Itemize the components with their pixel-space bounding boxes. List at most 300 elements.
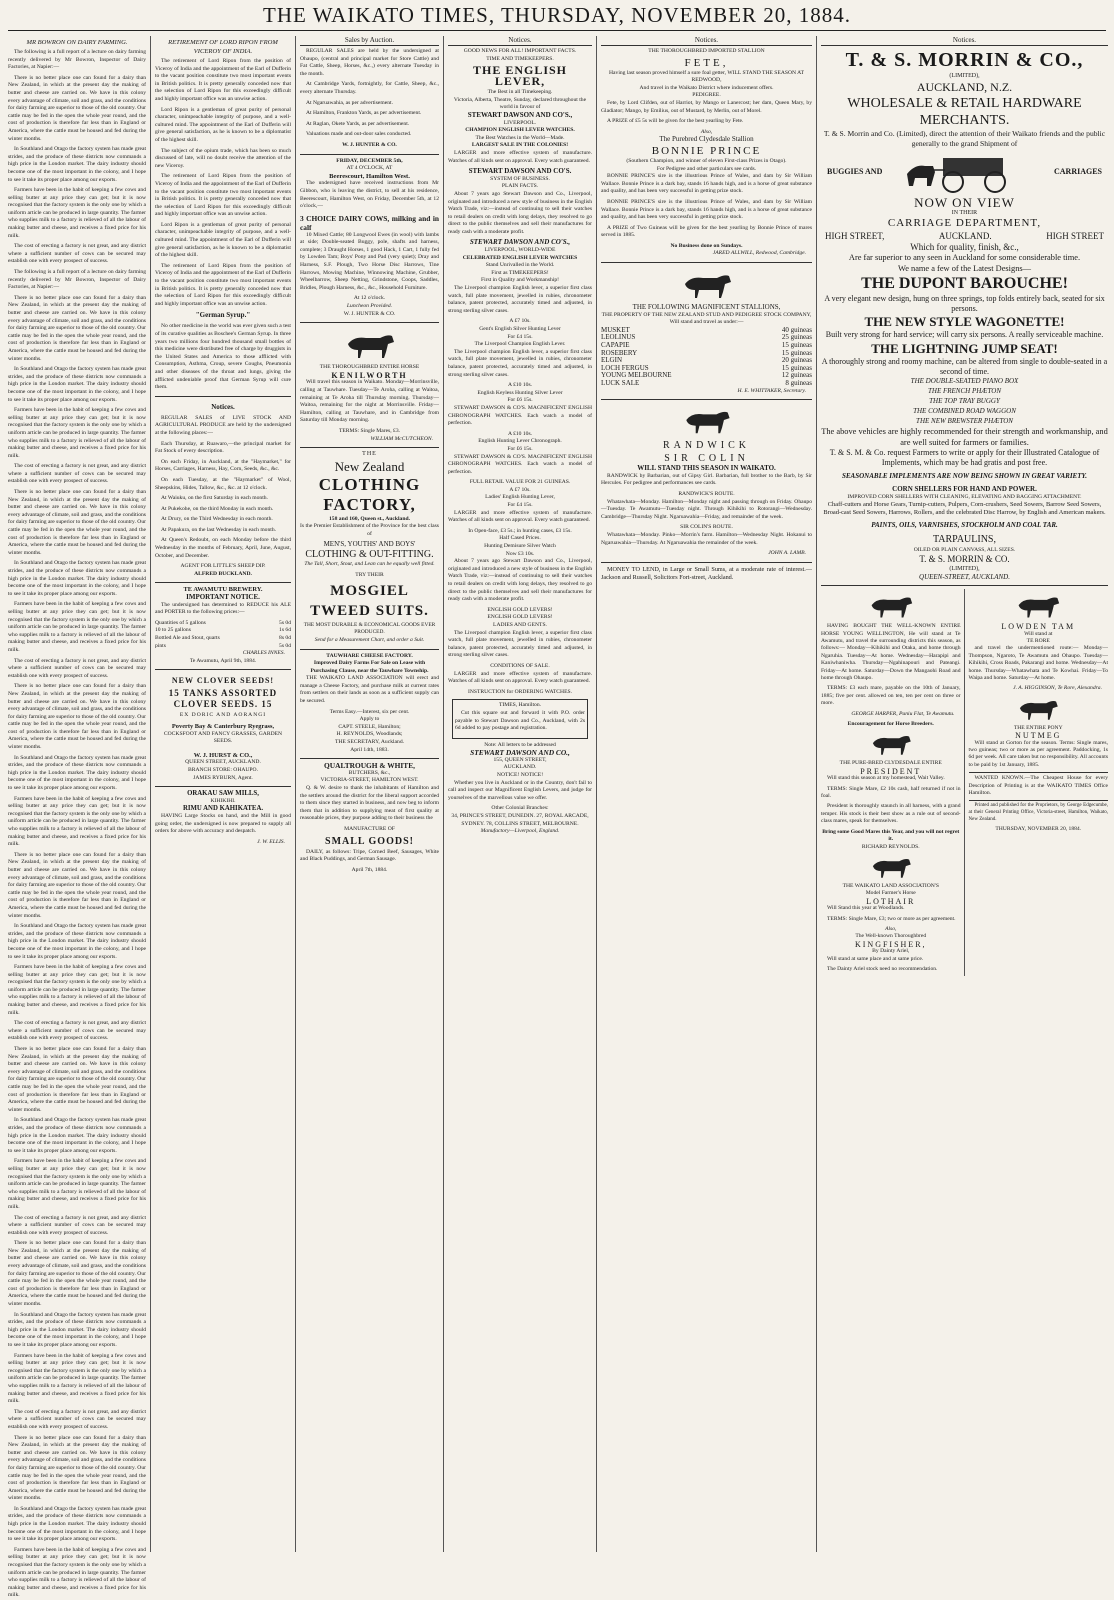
tarp-sub: OILED OR PLAIN CANVASS, ALL SIZES. [913,547,1016,554]
wagonette-text: Built very strong for hard service; will carry six persons. A really serviceable machine. [825,330,1104,340]
price-label: Bottled Ale and Stout, quarts [155,635,220,641]
lever-text: LARGER and more effective system of manufacture. Watches of all kinds sent on approval. Every watch guaranteed. [448,670,592,685]
sale-place: At Ngaruawahia, as per advertisement. [306,99,393,106]
article-paragraph: There is no better place one can found for a dairy than New Zealand, in which at the present day the making of butter and cheese are carried on. We have in this colony every advantage of climate, soil and grass, and the conditions for dairy farming are superior to those of the old country. Our cattle may be fed in the open the whole year round, and the cost of production is therefore far less than in England or America, where the cattle must be housed and fed during the winter months. [8,683,146,751]
best-timekeeping: The Best in all Timekeeping. [487,89,553,96]
article-paragraph: The cost of erecting a factory is not great, and any district where a sufficient number of cows can be secured may establish one with every prospect of success. [8,1214,146,1236]
factory: FACTORY, [323,494,416,514]
column-heading: Sales by Auction. [300,36,439,46]
valuations: Valuations made and out-door sales conducted. [306,131,412,138]
reynolds-sig: RICHARD REYNOLDS. [861,843,920,850]
column-1 [4,36,150,1599]
apply-reynolds: H. REYNOLDS, Woodlands; [336,731,403,738]
bp-cards: For Pedigree and other particulars see cards. [656,165,757,172]
firm-name-2: T. & S. MORRIN & CO. [919,554,1010,565]
kingfisher-intro: The Well-known Thoroughbred [855,933,927,940]
liv-world: LIVERPOOL, WORLD-WIDE [484,247,556,254]
nutmeg-intro: THE ENTIRE PONY [1013,724,1063,731]
orakau-title: ORAKAU SAW MILLS, [187,790,259,798]
victoria-text: Victoria, Alberta, Theatre, Sunday, declared throughout the world in favour of [453,96,587,111]
carriage-dept: CARRIAGE DEPARTMENT, [887,217,1042,230]
pedigree-text: Fete, by Lord Clifden, out of Harriot, by Mango or Lanercost; her dam, Queen Mary, by Gladiator; Mango, by Emilius, out of Mustard, by Merlin, out of Morel. [601,99,812,114]
stallion-fee: 20 guineas [781,356,812,365]
following: THE FOLLOWING MAGNIFICENT STALLIONS, [632,303,781,312]
instruction: INSTRUCTION for ORDERING WATCHES. [468,688,572,695]
first-timekeepers: First as TIMEKEEPERS! [491,269,549,276]
price-list: In Open-face, £3 5s.; in hunting cases, £3 15s. [468,527,572,534]
vehicle-list-item: THE NEW BREWSTER PHÆTON [916,417,1013,426]
orakau-text: HAVING Large Stocks on hand, and the Mill in good going order, the undersigned is now prepared to supply all orders for above with accuracy and despatch. [155,812,291,835]
qw-title: QUALTROUGH & WHITE, [324,761,415,771]
sale-date: FRIDAY, DECEMBER 5th, [336,157,403,164]
article-paragraph: In Southland and Otago the factory system has made great strides, and the produce of these districts now commands a high price in the London market. The dairy industry should become one of the most important in the colony, and I hope to see it take its proper place among our exports. [8,1311,146,1348]
column-3 [296,36,443,1552]
brewery-date: Te Awamutu, April 9th, 1884. [189,657,257,664]
qw-text: Q. & W. desire to thank the inhabitants of Hamilton and the settlers around the district for the liberal support accorded to them since they started in business, and now beg to inform them that in addition to supplying meat of first quality at reasonable prices, they purpose adding to their business the [300,785,439,822]
article-paragraph: The retirement of Lord Ripon from the position of Viceroy of India and the appointment of the Earl of Dufferin to the vacant position constitute two most important events in British politics. It is pretty generally conceded now that the selection of Lord Ripon for this exceedingly difficult and highly important office was an unwise action. [155,173,291,218]
price-line: A £7 10s. [509,486,531,493]
for-price: For £4 15s. [507,333,533,340]
times-text: Cut this square out and forward it with P.O. order payable to Stewart Dawson and Co., Auckland, with 2s 6d added to pay postage and registration. [455,709,585,732]
article-paragraph: There is no better place one can found for a dairy than New Zealand, in which at the present day the making of butter and cheese are carried on. We have in this colony every advantage of climate, soil and grass, and the conditions for dairy farming are superior to those of the old country. Our cattle may be fed in the open the whole year round, and the cost of production is therefore far less than in England or America, where the cattle must be housed and fed during the winter months. [8,1240,146,1308]
horse-engraving-icon [1010,695,1066,723]
stallion-name: LOCH FERGUS [601,363,649,372]
no-business: No Business done on Sundays. [670,242,743,249]
column-4 [444,36,596,1552]
article-paragraph: In Southland and Otago the factory system has made great strides, and the produce of these districts now commands a high price in the London market. The dairy industry should become one of the most important in the colony, and I hope to see it take its proper place among our exports. [8,754,146,792]
sale-item: On each Friday, in Auckland, at the "Haymarket," for Horses, Carriages, Harness, Hay, Corn, Seeds, &c., &c. [155,458,291,473]
article-paragraph: Farmers have been in the habit of keeping a few cows and selling butter at any price they can get; but it is now recognised that the factory system is the only one by which a uniform article can be produced in large quantity. The farmer who supplies milk to a factory is relieved of all the labour of making butter and cheese, and receives a fixed price for his milk. [8,1546,146,1599]
bring-mares: Bring some Good Mares this Year, and you will not regret it. [822,828,960,843]
dupont-text: A very elegant new design, hung on three springs, top folds entirely back, seated for six persons. [824,294,1105,313]
stallion-name: CAPAPIE [601,341,630,350]
article-paragraph: Farmers have been in the habit of keeping a few cows and selling butter at any price they can get; but it is now recognised that the factory system is the only one by which a uniform article can be produced in large quantity. The farmer who supplies milk to a factory is relieved of all the labour of making butter and cheese, and receives a fixed price for his milk. [8,795,146,848]
article-paragraph: In Southland and Otago the factory system has made great strides, and the produce of these districts now commands a high price in the London market. The dairy industry should become one of the most important in the colony, and I hope to see it take its proper place among our exports. [8,923,146,960]
qw-date: April 7th, 1884. [351,866,388,873]
stallion-fee: 25 guineas [781,333,812,342]
clover-big: 15 TANKS ASSORTED CLOVER SEEDS. 15 [168,688,278,710]
column-6 [817,36,1112,1552]
pedigree: PEDIGREE. [692,92,721,99]
auctioneer: W. J. HUNTER & CO. [343,310,396,317]
stallion-name: YOUNG MELBOURNE [601,371,672,380]
apply: Apply to [359,716,380,723]
prize-text: A PRIZE of £5 5s will be given for the best yearling by Fete. [607,118,744,125]
kenilworth-text: Will travel this season in Waikato. Monday—Morrinsville, calling at Tauwhare. Tuesday—Te Aroha, calling at Waitoa, remaining at Te Aroha till Thursday morning. Thursday—Waitoa, remaining for the night at Morrinsville. Friday—Hamilton, calling at Tauwhare, and in Cambridge from Saturday till Monday morning. [300,379,439,424]
english-lever: THE ENGLISH LEVER, [472,63,568,89]
sale-item: On each Tuesday, at the "Haymarket" of Wool, Sheepskins, Hides, Tallow, &c., &c. at 12 o'clock. [155,476,291,491]
sd-text: Whether you live in Auckland or in the Country, don't fail to call and inspect our Magnificent English Levers, and judge for yourselves of the marvellous value we offer. [448,779,592,801]
sd-addr: AUCKLAND. [503,764,537,771]
paints: PAINTS, OILS, VARNISHES, STOCKHOLM AND COAL TAR. [871,521,1058,530]
president-text: Will stand this season at my homestead, Wait Valley. [827,775,945,782]
sale-at-twelve: At 12 o'clock. [353,295,386,302]
route: RANDWICK'S ROUTE. [678,490,735,497]
wla-terms: TERMS: Single Mare, £3; two or more as per agreement. [827,915,956,922]
agent-name: ALFRED BUCKLAND. [194,570,252,577]
tauwhare-terms: Terms Easy.—Interest, six per cent. [329,708,410,715]
horse-engraving-icon [861,591,921,621]
article-paragraph: There is no better place one can found for a dairy than New Zealand, in which at the present day the making of butter and cheese are carried on. We have in this colony every advantage of climate, soil and grass, and the conditions for dairy farming are superior to those of the old country. Our cattle may be fed in the open the whole year round, and the cost of production is therefore far less than in England or America, where the cattle must be housed and fed during the winter months. [8,294,146,362]
first-quality: First in Quality and Workmanship! [480,277,560,284]
small-goods: SMALL GOODS! [325,835,414,847]
sd-name: STEWART DAWSON AND CO'S. [468,167,572,176]
stand-unrivalled: Stand Unrivalled in the World. [485,262,555,269]
sale-item: At Drury, on the Third Wednesday in each month. [161,516,273,523]
stallion-fee: 8 guineas [785,379,812,387]
sale-place: At Raglan, Okete Yards, as per advertisement. [306,120,410,127]
harper-sig: GEORGE HARPER, Puniu Flat, Te Awamutu. [851,710,955,717]
poverty-sub: COCKSFOOT AND FANCY GRASSES, GARDEN SEEDS. [163,730,283,745]
sd-name: STEWART DAWSON AND CO'S., [467,110,573,119]
ladies-lever: Ladies' English Hunting Lever, [485,494,555,501]
encouragement: Encouragement for Horse Breeders. [847,721,934,728]
sd-name: STEWART DAWSON AND CO., [470,748,570,758]
stallion-name: LUCK SALE [601,379,640,387]
largest-sale: LARGEST SALE IN THE COLONIES! [471,142,569,149]
horse-engraving-icon [672,268,742,302]
article-paragraph: Lord Ripon is a gentleman of great purity of personal character, unimpeachable integrity of purpose, and a well-cultured mind. The appointment of the Earl of Dufferin will give general satisfaction, as he is known to be a diplomatist of the highest skill. [155,106,291,143]
firm-name: T. & S. MORRIN & CO., [845,49,1084,71]
german-syrup-heading: "German Syrup." [195,311,251,320]
high-street-right: HIGH STREET [1046,231,1104,242]
intro: T. & S. Morrin and Co. (Limited), direct the attention of their Waikato friends and the public generally to the grand Shipment of [823,129,1106,148]
durable: THE MOST DURABLE & ECONOMICAL GOODS EVER PRODUCED. [303,621,436,636]
stallion-fee: 15 guineas [781,348,812,357]
small-goods-text: DAILY, as follows: Tripe, Corned Beef, Sausages, White and Black Puddings, and German Sausage. [300,848,439,863]
horse-engraving-icon [1008,591,1068,621]
kenilworth-terms: TERMS: Single Mares, £3. [338,427,401,434]
new-zealand: New Zealand [334,458,405,474]
branches: 34, PRINCE'S STREET, DUNEDIN. 27, ROYAL ARCADE, SYDNEY. 78, COLLINS STREET, MELBOURNE. [451,813,589,827]
fete-text: Having last season proved himself a sure foal getter, WILL STAND THE SEASON AT REDWOOD, [609,69,804,84]
will-stand: Will stand and travel as under:— [669,319,744,326]
sale-item: Each Thursday, at Ruawaro,—the principal market for Fat Stock of every description. [155,440,291,455]
fete-name: FETE, [684,56,729,69]
liverpool: LIVERPOOL. [503,119,537,126]
president-text2: President is thoroughly staunch in all harness, with a grand temper. His stock is their best show as a rule out of second-class mares, speak for themselves. [821,803,961,825]
brewery-sig: CHARLES INNES. [242,650,285,657]
horse-engraving-icon [863,730,919,758]
kenilworth-name: KENILWORTH [331,370,408,380]
nutmeg-text: Will stand at Gorton for the season. Terms: Single mares, two guineas; two or more as per agreement. Paddocking, 1s 6d per week. All care taken but no responsibility. All accounts to be paid by 1st January, 1885. [968,739,1108,768]
lever-text: LARGER and more effective system of manufacture. Watches of all kinds sent on approval. Every watch guaranteed. [448,509,592,524]
stallion-fee: 12 guineas [781,371,812,380]
request-text: T. & S. M. & Co. request Farmers to write or apply for their Illustrated Catalogue of Implements, which may be had gratis and post free. [829,448,1100,468]
lever-text: About 7 years ago Stewart Dawson and Co., Liverpool, originated and introduced a new style of business in the English Watch Trade, viz:—instead of continuing to sell their watches to retail dealers on credit with long delays, they resolved to go direct to the public themselves and sell their manufactures for ready cash with a moderate profit. [448,558,592,603]
the: THE [362,451,377,458]
chronograph: English Hunting Lever Chronograph. [478,438,562,445]
orakau-sig: J. W. ELLIS. [257,838,285,845]
limited-2: (LIMITED), [949,566,980,573]
article-paragraph: There is no better place one can found for a dairy than New Zealand, in which at the present day the making of butter and cheese are carried on. We have in this colony every advantage of climate, soil and grass, and the conditions for dairy farming are superior to those of the old country. Our cattle may be fed in the open the whole year round, and the cost of production is therefore far less than in England or America, where the cattle must be housed and fed during the winter months. [8,851,146,919]
stallion-name: MUSKET [601,325,630,334]
liv-champ: The Liverpool Champion English Lever. [474,341,566,348]
article-paragraph: Farmers have been in the habit of keeping a few cows and selling butter at any price they can get; but it is now recognised that the factory system is the only one by which a uniform article can be produced in large quantity. The farmer who supplies milk to a factory is relieved of all the labour of making butter and cheese, and receives a fixed price for his milk. [8,407,146,459]
gold-watches: ENGLISH GOLD LEVERS! [487,606,553,613]
bp-text: BONNIE PRINCE'S sire is the illustrious Prince of Wales, and dam by Sir William Wallace. Bonnie Prince is a dark bay, stands 16 hands high, and is a horse of great substance and quality, and has been very successful in getting prize stock. [601,173,812,195]
half-cased: Half Cased Prices. [499,535,541,542]
clover-ship: EX DORIC AND AORANGI [179,712,267,719]
horse-engraving-icon [677,405,737,437]
lever-text: The Liverpool champion English lever, a superior first class watch, full plate movement, jewelled in rubies, chronometer balance, patent protected, accurately timed and adjusted, in strong sterling silver cases. [448,285,592,314]
ladies-gents: LADIES AND GENTS. [493,621,547,628]
kingfisher-text: Will stand at same place and at same price. [827,955,924,962]
article-paragraph: There is no better place one can found for a dairy than New Zealand, in which at the present day the making of butter and cheese are carried on. We have in this colony every advantage of climate, soil and grass, and the conditions for dairy farming are superior to those of the old country. Our cattle may be fed in the open the whole year round, and the cost of production is therefore far less than in England or America, where the cattle must be housed and fed during the winter months. [8,1434,146,1502]
lever-text: STEWART DAWSON & CO'S. MAGNIFICENT ENGLISH CHRONOGRAPH WATCHES. Each watch a model of perfection. [448,453,592,475]
president-name: PRESIDENT [860,766,922,776]
we-name: We name a few of the Latest Designs— [897,264,1032,274]
article-paragraph: There is no better place one can found for a dairy than New Zealand, in which at the present day the making of butter and cheese are carried on. We have in this colony every advantage of climate, soil and grass, and the conditions for dairy farming are superior to those of the old country. Our cattle may be fed in the open the whole year round, and the cost of production is therefore far less than in England or America, where the cattle must be housed and fed during the winter months. [8,74,146,142]
price-label: 10 to 25 gallons [155,627,191,634]
wagonette-title: THE NEW STYLE WAGONETTE! [864,314,1065,330]
clothing-addr: 158 and 160, Queen st., Auckland. [329,515,410,522]
price-line: A £10 10s. [507,382,533,389]
apply-steele: CAPT. STEELE, Hamilton; [338,723,401,730]
article-paragraph: The cost of erecting a factory is not great, and any district where a sufficient number of cows can be secured may establish one with every prospect of success. [8,463,146,485]
fete-travel: And travel in the Waikato District where inducement offers. [639,84,774,91]
sir-colin-name: SIR COLIN [664,453,749,465]
lightning-text: A thoroughly strong and roomy machine, can be altered from single to double-seated in a second of time. [821,356,1108,376]
clothing-mens: MEN'S, YOUTHS' AND BOYS' [323,539,416,548]
carriages-label: CARRIAGES [1053,167,1102,177]
poverty-title: Poverty Bay & Canterbury Ryegrass, [171,722,275,730]
sale-time: AT 4 O'CLOCK, AT [346,165,393,172]
good-news: GOOD NEWS FOR ALL! IMPORTANT FACTS. [463,48,577,54]
lever-text: About 7 years ago Stewart Dawson and Co., Liverpool, originated and introduced a new style of business in the English Watch Trade, viz:—instead of continuing to sell their watches to retail dealers on credit with long delays, they resolved to go direct to the public themselves and sell their manufactures for ready cash with a moderate profit. [448,190,592,235]
wholesale: WHOLESALE & RETAIL HARDWARE MERCHANTS. [847,96,1082,128]
lever-text: The Liverpool champion English lever, a superior first class watch, full plate movement, jewelled in rubies, chronometer balance, patent protected, accurately timed and adjusted, in strong sterling silver cases. [448,348,592,378]
system-business: SYSTEM OF BUSINESS. [490,175,550,182]
sale-instruction: The undersigned have received instructions from Mr Gibbon, who is leaving the district, to sell at his residence, Beerescourt, Hamilton West, on Friday, December 5th, at 12 o'clock,— [300,180,439,210]
kingfisher-stock: The Dainty Ariel stock need no recommendation. [827,965,938,972]
clothing-tall: The Tall, Short, Stout, and Lean can be equally well fitted. [304,560,435,567]
whittaker-sig: H. E. WHITTAKER, Secretary. [737,387,806,394]
sd-notice: NOTICE! NOTICE! [496,772,544,779]
lever-text: LARGER and more effective system of manufacture. Watches of all kinds sent on approval. Every watch guaranteed. [448,149,592,164]
buggies-label: BUGGIES AND [827,167,883,177]
clothing-outfitting: CLOTHING & OUT-FITTING. [305,548,434,560]
hurst-addr: QUEEN STREET, AUCKLAND. [185,759,261,766]
other-branches: Other Colonial Branches: [491,805,549,812]
manufactory: Manufactory—Liverpool, England. [480,828,560,835]
champion: CHAMPION ENGLISH LEVER WATCHES. [465,127,575,134]
bp-origin: (Southern Champion, and winner of eleven First-class Prizes in Otago). [626,157,787,164]
lever-text: The Liverpool champion English lever, a superior first class watch, full plate movement, jewelled in rubies, chronometer balance, patent protected, accurately timed and adjusted, in strong sterling silver cases. [448,629,592,659]
sd-addr: 155, QUEEN STREET, [493,756,547,763]
agent-line: AGENT FOR LITTLE'S SHEEP DIP. [180,563,266,570]
route-text: Whatawhata—Monday. Hamilton—Monday night and passing through on Friday. Ohaupo—Tuesday. Te Awamutu—Tuesday night. Through Kihikihi to Rotorangi—Wednesday. Cambridge—Thursday Night. Ngaruawahia—Friday, and remainder of the week. [601,498,812,520]
imprint-date: THURSDAY, NOVEMBER 20, 1884. [995,826,1082,833]
also: Also, [700,128,713,135]
article-paragraph: In Southland and Otago the factory system has made great strides, and the produce of these districts now commands a high price in the London market. The dairy industry should become one of the most important in the colony, and I hope to see it take its proper place among our exports. [8,1505,146,1543]
column-2 [151,36,295,1552]
lamb-sig: JARED ALLWILL, Redwood, Cambridge. [712,250,806,257]
stallion-name: ELGIN [601,356,622,365]
best-made: The Best Watches in the World—Made. [475,134,565,141]
measurement: Send for a Measurement Chart, and order a Suit. [314,636,425,643]
kingfisher: KINGFISHER, [854,939,927,949]
sale-place: At Cambridge Yards, fortnightly, for Cattle, Sheep, &c., every alternate Thursday. [300,81,439,95]
city: AUCKLAND, N.Z. [916,80,1013,94]
article-paragraph: The following is a full report of a lecture on dairy farming recently delivered by Mr Bowron, Inspector of Dairy Factories, at Napier:— [8,49,146,71]
property: THE PROPERTY OF THE NEW ZEALAND STUD AND PEDIGREE STOCK COMPANY, [601,311,812,318]
article-paragraph: Lord Ripon is a gentleman of great purity of personal character, unimpeachable integrity of purpose, and a well-cultured mind. The appointment of the Earl of Dufferin will give general satisfaction, as he is known to be a diplomatist of the highest skill. [155,221,291,259]
wanted-known: WANTED KNOWN.—The Cheapest House for every Description of Printing is at the WAIKATO TIMES Office Hamilton. [969,772,1109,797]
clothing: CLOTHING [318,474,421,494]
plain-facts: PLAIN FACTS. [501,183,539,190]
tarpaulins: TARPAULINS, [932,534,996,546]
wla-title: THE WAIKATO LAND ASSOCIATION'S [842,882,939,889]
sale-big-line: 3 CHOICE DAIRY COWS, milking and in calf [300,213,439,232]
randwick-name: RANDWICK [663,440,750,452]
column-heading: Notices. [448,36,592,46]
brewery-sub: IMPORTANT NOTICE. [186,593,260,602]
column-heading: Notices. [601,36,812,46]
qw-place: VICTORIA-STREET, HAMILTON WEST. [320,777,419,784]
price-value: 5s 0d [279,619,291,626]
horse-engraving-icon [863,853,919,881]
lothair: LOTHAIR [866,896,916,906]
tauwhare-sub: Improved Dairy Farms For Sale on Lease with Purchasing Clause, near the Tauwhare Township. [310,660,429,674]
article-paragraph: The cost of erecting a factory is not great, and any district where a sufficient number of cows can be secured may establish one with every prospect of success. [8,657,146,679]
lowden-text: and travel the undermentioned route:— Monday—Thompson, Ngaroto, Te Awamutu and Ohaupo. Tuesday—Kihikihi, Cross Roads, Pakarangi and home. Wednesday—At home. Thursday—Whatawhata and Te Kowhai. Friday—To Waipa and home. Saturday—At home. [968,645,1108,681]
superior: Are far superior to any seen in Auckland for some considerable time. [848,253,1081,263]
nutmeg: NUTMEG [1015,731,1062,741]
article-paragraph: The following is a full report of a lecture on dairy farming recently delivered by Mr Bowron, Inspector of Dairy Factories, at Napier:— [8,269,146,291]
for-price: For £6 15s. [507,397,533,404]
tauwhare-text: THE WAIKATO LAND ASSOCIATION will erect and manage a Cheese Factory, and purchase milk at current rates from settlers on their lands as soon as a sufficient supply can be secured. [300,675,439,705]
note: Note: All letters to be addressed [484,741,556,748]
wla-sub: Model Farmer's Horse [865,890,916,897]
stallion-fee: 15 guineas [781,363,812,372]
article-paragraph: In Southland and Otago the factory system has made great strides, and the produce of these districts now commands a high price in the London market. The dairy industry should become one of the most important in the colony, and I hope to see it take its proper place among our exports. [8,1117,146,1154]
lightning-title: THE LIGHTNING JUMP SEAT! [871,340,1058,356]
price-value: 5s 0d [279,642,291,649]
full-retail: FULL RETAIL VALUE FOR 21 GUINEAS. [469,479,571,486]
higginson-sig: J. A. HIGGINSON, Te Rore, Alexandra. [1013,685,1102,692]
article-paragraph: Farmers have been in the habit of keeping a few cows and selling butter at any price they can get; but it is now recognised that the factory system is the only one by which a uniform article can be produced in large quantity. The farmer who supplies milk to a factory is relieved of all the labour of making butter and cheese, and receives a fixed price for his milk. [8,964,146,1016]
article-paragraph: There is no better place one can found for a dairy than New Zealand, in which at the present day the making of butter and cheese are carried on. We have in this colony every advantage of climate, soil and grass, and the conditions for dairy farming are superior to those of the old country. Our cattle may be fed in the open the whole year round, and the cost of production is therefore far less than in England or America, where the cattle must be housed and fed during the winter months. [8,489,146,556]
clover-title: NEW CLOVER SEEDS! [171,676,275,686]
bp-intro: The Purebred Clydesdale Stallion [659,135,754,144]
money-to-lend: MONEY TO LEND, in Large or Small Sums, at a moderate rate of interest.—Jackson and Russell, Solicitors Fort-street, Auckland. [601,565,812,581]
in-their: IN THEIR [951,210,978,217]
luncheon: Luncheon Provided. [346,303,393,310]
sale-item: At Waiuku, on the first Saturday in each month. [161,495,268,502]
hurst-branch: BRANCH STORE: OHAUPO. [188,766,258,773]
lowden-tam: LOWDEN TAM [1001,622,1076,632]
article-paragraph: The retirement of Lord Ripon from the position of Viceroy of India and the appointment of the Earl of Dufferin to the vacant position constitute two most important events in British politics. It is pretty generally conceded now that the selection of Lord Ripon for this exceedingly difficult and highly important office was an unwise action. [155,58,291,102]
lowden-will: Will stand at [1024,630,1053,637]
ly-text: HAVING BOUGHT THE WELL-KNOWN ENTIRE HORSE YOUNG WELLINGTON, He will stand at Te Awamutu, and travel the surrounding districts this season, as follows:— Monday—Kihikihi and Otaka, and home through Ngaruhia. Tuesday—At home. Wednesday—Harapipi and Kaniwhaniwha. Thursday—Ngahinapouri and Pateangi. Friday—At home. Saturday—Down the Mangaohi Road and home through Ohaupo. [821,623,961,681]
brewery-text: The undersigned has determined to REDUCE his ALE and PORTER to the following prices:— [155,601,291,616]
dupont-title: THE DUPONT BAROUCHE! [861,275,1068,293]
queen-street: QUEEN-STREET, AUCKLAND. [919,573,1010,582]
randwick-text: RANDWICK by Barbarian, out of Gipsy Girl. Barbarian, full brother to the Barb, by Sir Hercules. For pedigree and performances see cards. [601,472,812,487]
which: Which for quality, finish, &c., [910,242,1019,253]
article-heading-dairy: MR BOWRON ON DAIRY FARMING. [26,39,128,46]
fete-intro: THE THOROUGHBRED IMPORTED STALLION [648,48,765,54]
auckland-mid: AUCKLAND. [938,231,992,242]
for-price: For £6 15s. [507,445,533,452]
keyless-lever: English Keyless Hunting Silver Lever [477,389,563,396]
sale-place: At Hamilton, Frankton Yards, as per advertisement. [306,110,422,117]
seasonable: SEASONABLE IMPLEMENTS ARE NOW BEING SHOWN IN GREAT VARIETY. [842,472,1087,481]
wk-price: Now £3 10s. [505,550,535,557]
gents-lever: Gent's English Silver Hunting Lever [479,326,561,332]
vehicle-list-item: THE COMBINED ROAD WAGGON [913,407,1016,416]
price-label: Quantities of 5 gallons [155,619,206,626]
president-terms: TERMS: Single Mare, £2 10s cash, half returned if not in foal. [821,785,961,800]
celebrated: CELEBRATED ENGLISH LEVER WATCHES [462,254,578,261]
article-paragraph: Farmers have been in the habit of keeping a few cows and selling butter at any price they can get; but it is now recognised that the factory system is the only one by which a uniform article can be produced in large quantity. The farmer who supplies milk to a factory is relieved of all the labour of making butter and cheese, and receives a fixed price for his milk. [8,601,146,653]
carriage-engraving-icon [903,150,1033,194]
wla-text: Will Stand this year at Woodlands. [827,905,905,912]
article-paragraph: No other medicine in the world was ever given such a test of its curative qualities as Boschee's German Syrup. In three years two millions four hundred thousand small bottles of this medicine were distributed free of charge by druggists in the United States and America to those afflicted with Consumption, Asthma, Croup, severe Coughs, Pneumonia and other diseases of the throat and lungs, giving the afflicted undeniable proof that German Syrup will cure them. [155,323,291,391]
will-stand-season: WILL STAND THIS SEASON IN WAIKATO. [637,464,776,473]
masthead-title: THE WAIKATO TIMES, THURSDAY, NOVEMBER 20, 1884. [263,3,851,27]
notices-heading: Notices. [211,402,235,411]
column-5 [597,36,816,1552]
ly-terms: TERMS: £3 each mare, payable on the 10th of January, 1885; five per cent. allowed on ten, ten per cent on three or more. [821,685,961,707]
article-paragraph: In Southland and Otago the factory system has made great strides, and the produce of these districts now commands a high price in the London market. The dairy industry should become one of the most important in the colony, and I hope to see it take its proper place among our exports. [8,366,146,403]
bp-text: BONNIE PRINCE'S sire is the illustrious Prince of Wales, and dam by Sir William Wallace. Bonnie Prince is a dark bay, stands 16 hands high, and is a horse of great substance and quality, and has been very successful in getting prize stock. [601,198,812,221]
orakau-timber: RIMU AND KAHIKATEA. [182,805,264,813]
orakau-place: KIHIKIHI. [210,797,236,804]
corn-sub: IMPROVED CORN SHELLERS WITH CLEANING, ELEVATING AND BAGGING ATTACHMENT. [847,494,1082,501]
stallion-name: LEOLINUS [601,333,636,342]
hunting-silver: Hunting Demisure Silver Watch [484,543,556,550]
sale-item: At Pukekohe, on the third Monday in each month. [161,505,274,512]
corn-shellers: CORN SHELLERS FOR HAND AND POWER. [892,485,1037,494]
try-their: TRY THEIR [355,572,384,579]
above-text: The above vehicles are highly recommended for their strength and workmanship, and are well suited for farmers or families. [821,427,1108,448]
sir-colin-route: SIR COLIN'S ROUTE. [680,524,733,531]
times-hamilton: TIMES, Hamilton. [498,702,542,709]
lever-text: STEWART DAWSON & CO'S. MAGNIFICENT ENGLISH CHRONOGRAPH WATCHES. Each watch a model of perfection. [448,404,592,427]
article-paragraph: The retirement of Lord Ripon from the position of Viceroy of India and the appointment of the Earl of Dufferin to the vacant position constitute two most important events in British politics. It is pretty generally conceded now that the selection of Lord Ripon for this exceedingly difficult and highly important office was an unwise action. [155,262,291,307]
stallion-name: ROSEBERY [601,348,638,357]
hurst-agent: JAMES RYBURN, Agent. [193,774,253,781]
kingfisher-by: By Dainty Ariel, [872,948,910,955]
route-text: Whatawhata—Monday. Pinko—Morrin's farm. Hamilton—Wednesday Night. Hokanui to Ngaruawahia—Thursday. At Ngaruawahia the remainder of the week. [601,531,812,546]
auctioneer: W. J. HUNTER & CO. [342,141,397,148]
also: Also, [885,925,897,932]
high-street-left: HIGH STREET, [825,231,885,242]
article-paragraph: In Southland and Otago the factory system has made great strides, and the produce of these districts now commands a high price in the London market. The dairy industry should become one of the most important in the colony, and I hope to see it take its proper place among our exports. [8,146,146,183]
tauwhare-title: TAUWHARE CHEESE FACTORY. [326,652,413,659]
tweed-suits: TWEED SUITS. [310,602,429,619]
limited: (LIMITED), [949,73,980,79]
for-price: For £4 15s. [507,502,533,509]
article-paragraph: Farmers have been in the habit of keeping a few cows and selling butter at any price they can get; but it is now recognised that the factory system is the only one by which a uniform article can be produced in large quantity. The farmer who supplies milk to a factory is relieved of all the labour of making butter and cheese, and receives a fixed price for his milk. [8,187,146,239]
article-heading-ripon: RETIREMENT OF LORD RIPON FROM VICEROY OF INDIA. [168,39,278,55]
president-intro: THE PURE-BRED CLYDESDALE ENTIRE [839,760,942,767]
brewery-title: TE AWAMUTU BREWERY. [183,586,263,594]
price-line: A £7 10s. [509,318,531,325]
mosgiel: MOSGIEL [330,582,409,599]
article-paragraph: In Southland and Otago the factory system has made great strides, and the produce of these districts now commands a high price in the London market. The dairy industry should become one of the most important in the colony, and I hope to see it take its proper place among our exports. [8,560,146,597]
qw-trade: BUTCHERS, &c., [348,769,391,776]
article-paragraph: The cost of erecting a factory is not great, and any district where a sufficient number of cows can be secured may establish one with every prospect of success. [8,1408,146,1430]
column-heading: Notices. [821,36,1108,46]
manufacture: MANUFACTURE OF [344,825,395,832]
gold-lever: ENGLISH GOLD LEVERS! [487,614,553,621]
price-line: A £10 10s. [507,430,533,437]
article-paragraph: There is no better place one can found for a dairy than New Zealand, in which at the present day the making of butter and cheese are carried on. We have in this colony every advantage of climate, soil and grass, and the conditions for dairy farming are superior to those of the old country. Our cattle may be fed in the open the whole year round, and the cost of production is therefore far less than in England or America, where the cattle must be housed and fed during the winter months. [8,1046,146,1113]
sd-name: STEWART DAWSON AND CO'S., [469,238,571,247]
